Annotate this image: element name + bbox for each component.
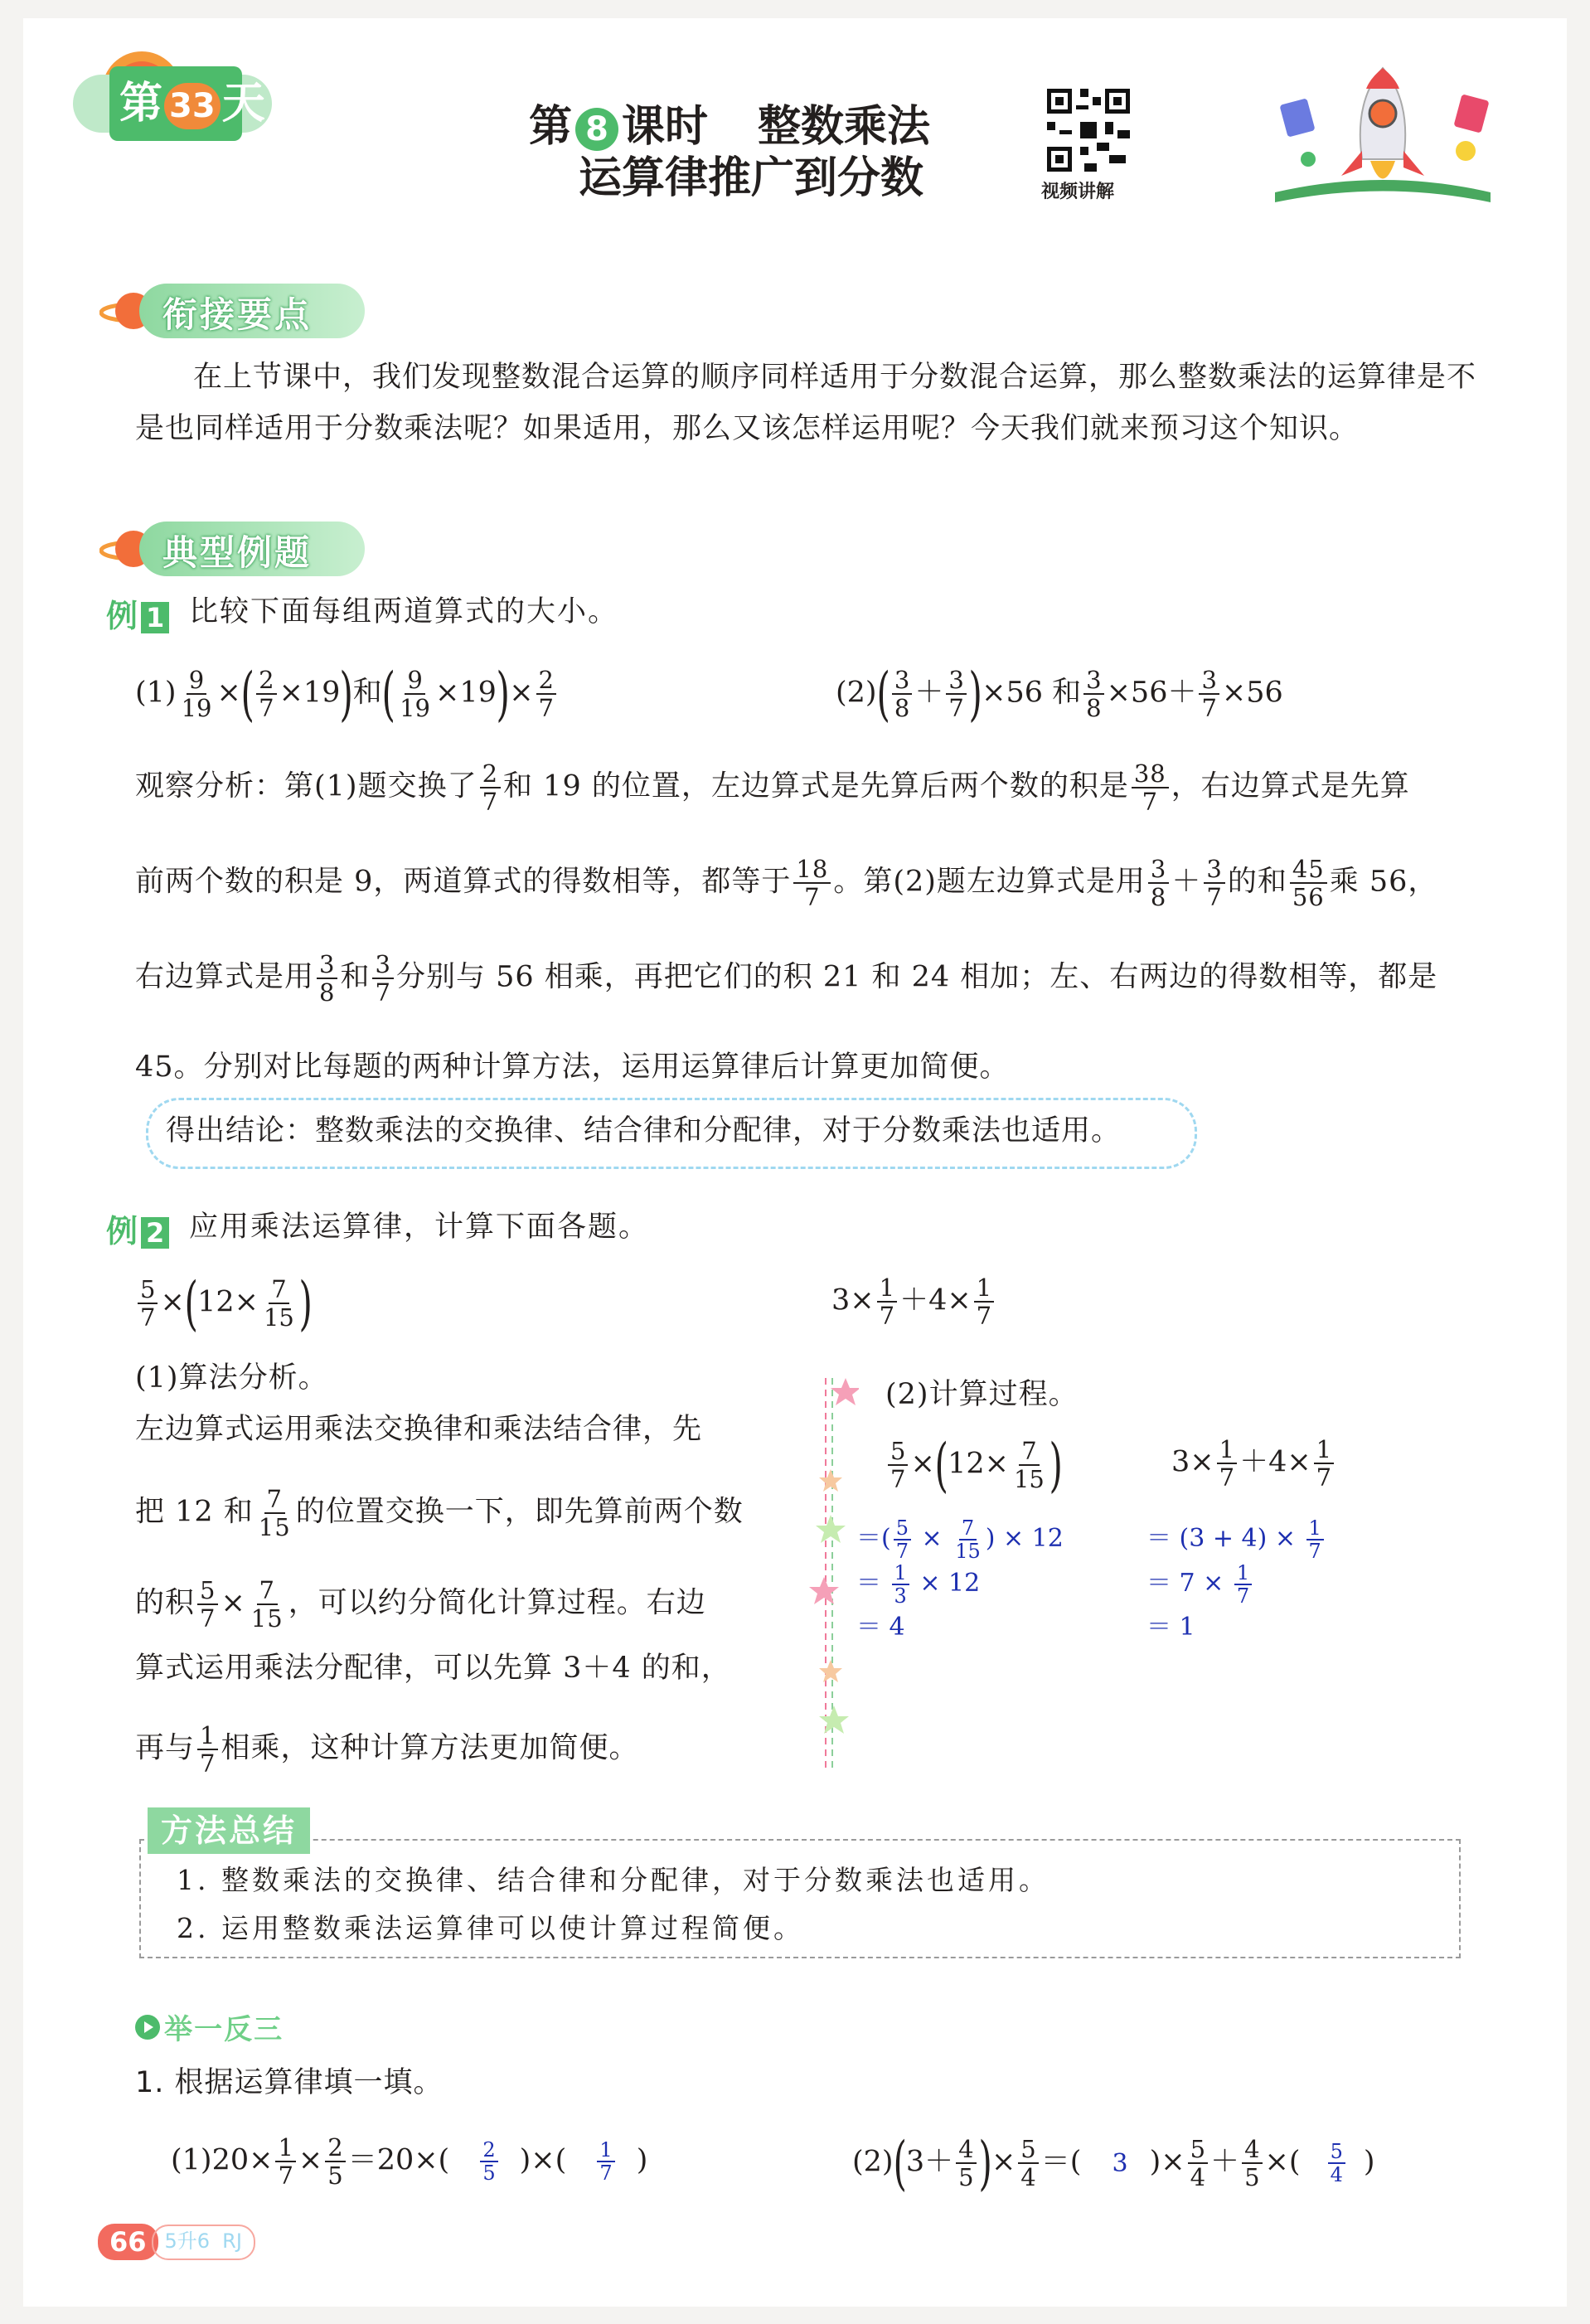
right-step-3: ＝ 1 — [1146, 1613, 1195, 1642]
qr-caption: 视频讲解 — [1041, 182, 1115, 202]
example-2-badge — [106, 1206, 169, 1251]
analysis-line-1: 观察分析：第(1)题交换了 $\frac{2}{7}$ 和 19 的位置，左边算式是先算后两个数的积是 $\frac{38}{7}$ ，右边算式是先算 — [135, 759, 1410, 816]
section-link-title: 衔接要点 — [162, 294, 313, 335]
rocket-icon — [1258, 51, 1507, 217]
summary-item-1: 1. 整数乘法的交换律、结合律和分配律，对于分数乘法也适用。 — [177, 1864, 1049, 1896]
process-title: (2)计算过程。 — [885, 1378, 1079, 1411]
example-number: 2 — [141, 1217, 169, 1249]
analysis-line-4: 45。分别对比每题的两种计算方法，运用运算律后计算更加简便。 — [135, 1050, 1010, 1084]
day-prefix: 第 — [119, 79, 163, 129]
analysis-text-5: 再与 $\frac{1}{7}$ 相乘，这种计算方法更加简便。 — [135, 1721, 639, 1778]
example-label: 例 — [106, 1213, 138, 1249]
section-examples-title: 典型例题 — [162, 532, 313, 573]
footer — [98, 2224, 255, 2260]
right-step-1: ＝ (3 + 4) × $\frac{1}{7}$ — [1146, 1517, 1326, 1562]
summary-title: 方法总结 — [148, 1807, 310, 1854]
example-2-expr-left: $\frac{5}{7}$ ×(12× $\frac{7}{15}$ ) — [135, 1274, 312, 1332]
right-step-2: ＝ 7 × $\frac{1}{7}$ — [1146, 1562, 1326, 1607]
practice-question-1: 1. 根据运算律填一填。 — [135, 2066, 444, 2099]
star-divider — [809, 1378, 859, 1768]
lesson-number: 8 — [575, 108, 618, 151]
left-step-3: ＝ 4 — [856, 1613, 905, 1642]
practice-1b: (2)(3＋ $\frac{4}{5}$ )× $\frac{5}{4}$ ＝( 3 )× $\frac{5}{4}$ ＋ $\frac{4}{5}$ ×( $\frac{5}{4}$ ) — [852, 2129, 1375, 2197]
example-1-part-2: (2)( $\frac{3}{8}$ ＋ $\frac{3}{7}$ )×56 和 $\frac{3}{8}$ ×56＋ $\frac{3}{7}$ ×56 — [836, 660, 1283, 728]
play-icon — [135, 2015, 160, 2040]
lesson-suffix: 课时 — [622, 102, 709, 152]
star-decoration-icon — [809, 1378, 859, 1768]
left-step-2: ＝ $\frac{1}{3}$ × 12 — [856, 1561, 981, 1608]
process-right-expr: 3× $\frac{1}{7}$ ＋4× $\frac{1}{7}$ — [1171, 1436, 1336, 1491]
practice-header — [135, 2006, 284, 2047]
analysis-text-4: 算式运用乘法分配律，可以先算 3＋4 的和， — [135, 1652, 731, 1685]
example-2-prompt: 应用乘法运算律，计算下面各题。 — [189, 1211, 650, 1244]
series-label: 5升6 — [164, 2229, 211, 2253]
section-link-body: 在上节课中，我们发现整数混合运算的顺序同样适用于分数混合运算，那么整数乘法的运算律是不是也同样适用于分数乘法呢？如果适用，那么又该怎样运用呢？今天我们就来预习这个知识。 — [135, 361, 1477, 445]
analysis-text-1: 左边算式运用乘法交换律和乘法结合律，先 — [135, 1413, 703, 1446]
page — [23, 18, 1567, 2307]
answer-1a-1[interactable]: $\frac{2}{5}$ — [480, 2139, 497, 2184]
conclusion-text: 得出结论：整数乘法的交换律、结合律和分配律，对于分数乘法也适用。 — [166, 1114, 1122, 1147]
analysis-title: (1)算法分析。 — [135, 1361, 328, 1395]
qr-code-icon — [1043, 85, 1134, 176]
lesson-title — [529, 101, 1109, 204]
day-badge — [73, 66, 272, 141]
analysis-line-3: 右边算式是用 $\frac{3}{8}$ 和 $\frac{3}{7}$ 分别与 56 相乘，再把它们的积 21 和 24 相加；左、右两边的得数相等，都是 — [135, 950, 1438, 1007]
left-step-1: ＝( $\frac{5}{7}$ × $\frac{7}{15}$ ) × 12 — [856, 1516, 1064, 1563]
lesson-prefix: 第 — [529, 102, 573, 152]
analysis-text-3: 的积 $\frac{5}{7}$ × $\frac{7}{15}$ ，可以约分简化计算过程。右边 — [135, 1576, 706, 1633]
answer-1a-2[interactable]: $\frac{1}{7}$ — [597, 2139, 614, 2184]
example-label: 例 — [106, 598, 138, 634]
qr-code[interactable] — [1043, 85, 1134, 176]
summary-item-2: 2. 运用整数乘法运算律可以使计算过程简便。 — [177, 1912, 804, 1944]
example-2-expr-right: 3× $\frac{1}{7}$ ＋4× $\frac{1}{7}$ — [831, 1274, 996, 1329]
day-number: 33 — [164, 83, 221, 129]
process-left-expr: $\frac{5}{7}$ ×(12× $\frac{7}{15}$ ) — [885, 1436, 1062, 1494]
page-number: 66 — [98, 2224, 158, 2260]
example-1-part-1: (1) $\frac{9}{19}$ ×( $\frac{2}{7}$ ×19)和( $\frac{9}{19}$ ×19)× $\frac{2}{7}$ — [135, 665, 559, 723]
rocket-illustration — [1258, 51, 1507, 217]
example-1-prompt: 比较下面每组两道算式的大小。 — [189, 595, 619, 628]
practice-1a: (1)20× $\frac{1}{7}$ × $\frac{2}{5}$ ＝20×( $\frac{2}{5}$ )×( $\frac{1}{7}$ ) — [171, 2133, 648, 2190]
example-1-badge — [106, 590, 169, 636]
answer-1b-1[interactable]: 3 — [1112, 2148, 1128, 2178]
analysis-line-2: 前两个数的积是 9，两道算式的得数相等，都等于 $\frac{18}{7}$ 。第(2)题左边算式是用 $\frac{3}{8}$ ＋ $\frac{3}{7}$ 的和 $\frac{45}{56}$ 乘 56， — [135, 855, 1438, 911]
analysis-text-2: 把 12 和 $\frac{7}{15}$ 的位置交换一下，即先算前两个数 — [135, 1485, 744, 1541]
answer-1b-2[interactable]: $\frac{5}{4}$ — [1328, 2141, 1345, 2186]
day-suffix: 天 — [221, 79, 265, 129]
lesson-title-2: 运算律推广到分数 — [579, 153, 924, 203]
process-right-steps — [1146, 1517, 1326, 1648]
process-left-steps — [856, 1517, 1064, 1648]
edition-label: RJ — [222, 2229, 242, 2253]
practice-title: 举一反三 — [164, 2013, 284, 2046]
example-number: 1 — [141, 602, 169, 633]
lesson-title-1: 整数乘法 — [758, 102, 931, 152]
